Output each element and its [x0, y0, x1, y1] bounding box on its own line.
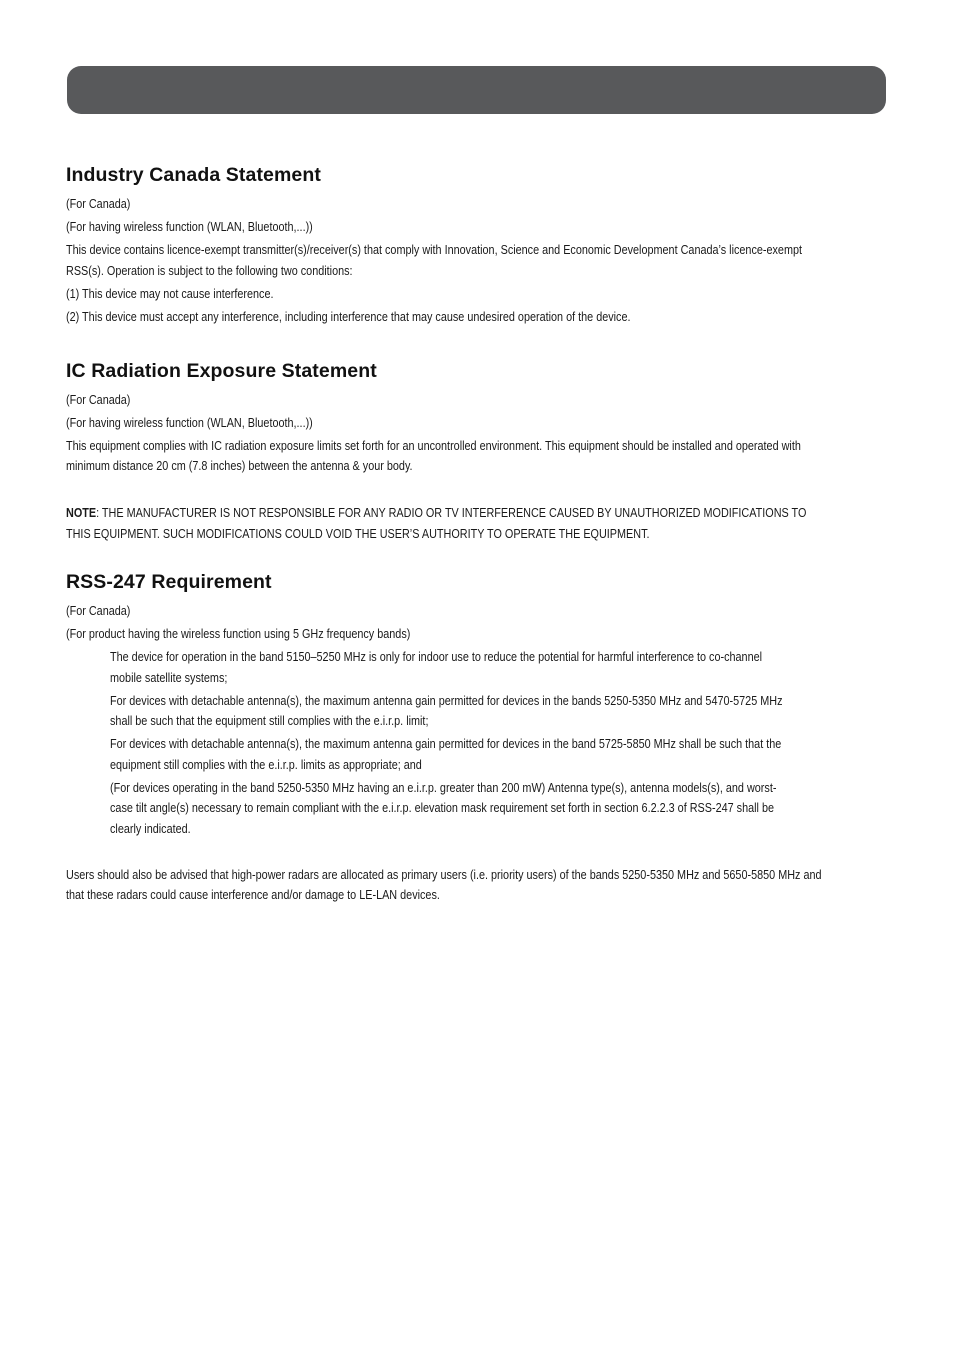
- paragraph: (1) This device may not cause interference.: [66, 286, 274, 301]
- rss-247-section: [66, 571, 826, 906]
- paragraph: (2) This device must accept any interference, including interference that may cause undesired operation of the device.: [66, 309, 631, 324]
- note-label: NOTE: [66, 506, 97, 520]
- section-title: IC Radiation Exposure Statement: [66, 359, 377, 382]
- paragraph: (For product having the wireless function using 5 GHz frequency bands): [66, 627, 411, 641]
- requirements-list: [66, 647, 826, 839]
- paragraph: This equipment complies with IC radiation exposure limits set forth for an uncontrolled environment. This equipment should be installed and operated with minimum distance 20 cm (7.8 inches) between the antenna & your body.: [66, 438, 801, 473]
- paragraph: (For Canada): [66, 392, 131, 407]
- list-item: The device for operation in the band 5150–5250 MHz is only for indoor use to reduce the potential for harmful interference to co-channel mobile satellite systems;: [110, 650, 763, 685]
- paragraph: (For having wireless function (WLAN, Bluetooth,...)): [66, 415, 313, 430]
- note-section: [66, 503, 826, 544]
- section-title: RSS-247 Requirement: [66, 571, 272, 593]
- document-content: [66, 164, 826, 906]
- paragraph: (For having wireless function (WLAN, Bluetooth,...)): [66, 220, 313, 234]
- note-text: : THE MANUFACTURER IS NOT RESPONSIBLE FOR ANY RADIO OR TV INTERFERENCE CAUSED BY UNAUTHORIZED MODIFICATIONS TO THIS EQUIPMENT. SUCH MODIFICATIONS COULD VOID THE USER’S AUTHORITY TO OPERATE THE EQUIPMENT.: [66, 506, 807, 541]
- industry-canada-section: [66, 164, 826, 327]
- paragraph: (For Canada): [66, 604, 131, 618]
- note-paragraph: [66, 503, 824, 544]
- section-title: Industry Canada Statement: [66, 164, 321, 186]
- paragraph: (For Canada): [66, 197, 131, 211]
- header-bar: [67, 66, 886, 114]
- list-item: For devices with detachable antenna(s), the maximum antenna gain permitted for devices in the bands 5250-5350 MHz and 5470-5725 MHz shall be such that the equipment still complies with the e.i.r.p. limit;: [110, 693, 783, 728]
- closing-paragraph: Users should also be advised that high-power radars are allocated as primary users (i.e. priority users) of the bands 5250-5350 MHz and 5650-5850 MHz and that these radars could cause interference and/or damage to LE-LAN devices.: [66, 867, 822, 902]
- ic-radiation-section: [66, 360, 826, 477]
- list-item: (For devices operating in the band 5250-5350 MHz having an e.i.r.p. greater than 200 mW) Antenna type(s), antenna models(s), and worst-case tilt angle(s) necessary to remain compliant with the e.i.r.p. elevation mask requirement set forth in section 6.2.2.3 of RSS-247 shall be clearly indicated.: [110, 780, 777, 836]
- paragraph: This device contains licence-exempt transmitter(s)/receiver(s) that comply with Innovation, Science and Economic Development Canada’s licence-exempt RSS(s). Operation is subject to the following two conditions:: [66, 243, 803, 278]
- list-item: For devices with detachable antenna(s), the maximum antenna gain permitted for devices in the band 5725-5850 MHz shall be such that the equipment still complies with the e.i.r.p. limits as appropriate; and: [110, 737, 782, 772]
